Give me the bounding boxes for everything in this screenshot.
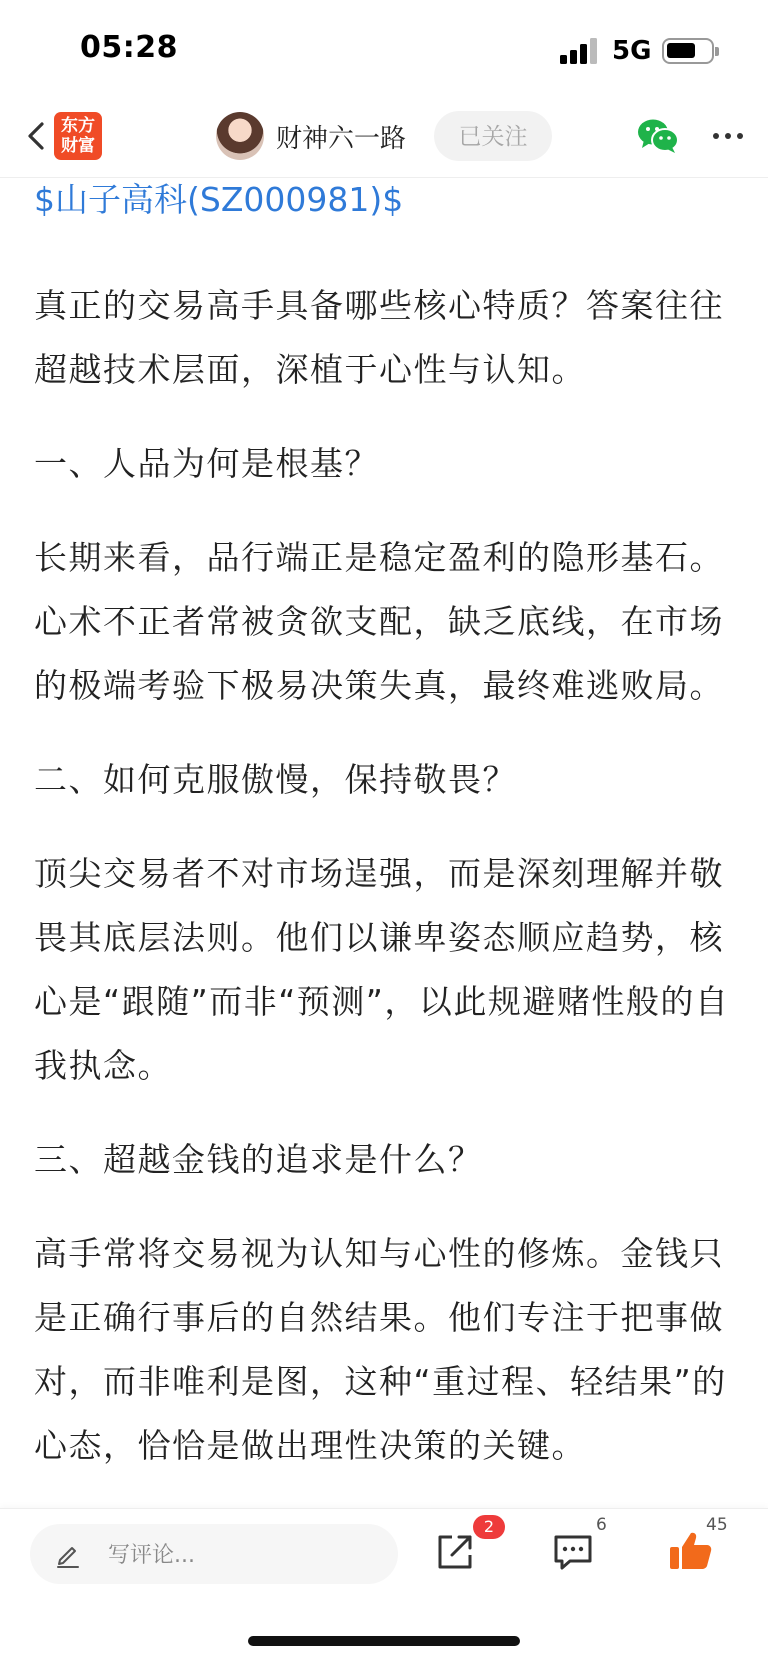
section-heading: 二、如何克服傲慢，保持敬畏？ xyxy=(34,760,517,799)
comment-count: 6 xyxy=(596,1515,607,1535)
share-button[interactable] xyxy=(430,1527,480,1577)
app-logo[interactable] xyxy=(54,112,102,160)
stock-link[interactable]: $山子高科(SZ000981)$ xyxy=(34,180,404,219)
like-count: 45 xyxy=(706,1515,728,1535)
network-type: 5G xyxy=(612,36,652,66)
follow-button[interactable]: 已关注 xyxy=(434,111,552,161)
share-badge: 2 xyxy=(473,1515,505,1539)
article-paragraph: 长期来看，品行端正是稳定盈利的隐形基石。心术不正者常被贪欲支配，缺乏底线，在市场的极端考验下极易决策失真，最终难逃败局。 xyxy=(34,538,724,705)
section-heading: 一、人品为何是根基？ xyxy=(34,444,379,483)
article-content xyxy=(34,178,734,1508)
back-button[interactable] xyxy=(18,116,58,156)
comment-icon xyxy=(548,1527,598,1577)
more-icon xyxy=(706,116,750,156)
author-name[interactable]: 财神六一路 xyxy=(276,124,407,154)
chevron-left-icon xyxy=(18,116,58,156)
battery-icon xyxy=(662,38,714,64)
home-indicator xyxy=(248,1636,520,1646)
share-wechat-button[interactable] xyxy=(636,116,680,156)
signal-icon xyxy=(560,38,600,64)
app-logo-line2: 财富 xyxy=(61,136,95,156)
comment-input[interactable] xyxy=(30,1524,398,1584)
more-button[interactable] xyxy=(706,116,750,156)
nav-bar xyxy=(0,100,768,178)
article-paragraph: 真正的交易高手具备哪些核心特质？答案往往超越技术层面，深植于心性与认知。 xyxy=(34,286,724,389)
author-avatar[interactable] xyxy=(216,112,264,160)
status-time: 05:28 xyxy=(80,30,178,65)
app-logo-line1: 东方 xyxy=(61,116,95,136)
article-paragraph: 高手常将交易视为认知与心性的修炼。金钱只是正确行事后的自然结果。他们专注于把事做对，而非唯利是图，这种“重过程、轻结果”的心态，恰恰是做出理性决策的关键。 xyxy=(34,1234,727,1465)
share-icon xyxy=(430,1527,480,1577)
wechat-icon xyxy=(636,116,680,156)
comments-button[interactable] xyxy=(548,1527,598,1577)
comment-placeholder: 写评论... xyxy=(108,1543,195,1568)
article-paragraph: 顶尖交易者不对市场逞强，而是深刻理解并敬畏其底层法则。他们以谦卑姿态顺应趋势，核心是“跟随”而非“预测”，以此规避赌性般的自我执念。 xyxy=(34,854,730,1085)
status-bar xyxy=(0,0,768,100)
pen-icon xyxy=(52,1538,84,1570)
section-heading: 三、超越金钱的追求是什么？ xyxy=(34,1140,483,1179)
